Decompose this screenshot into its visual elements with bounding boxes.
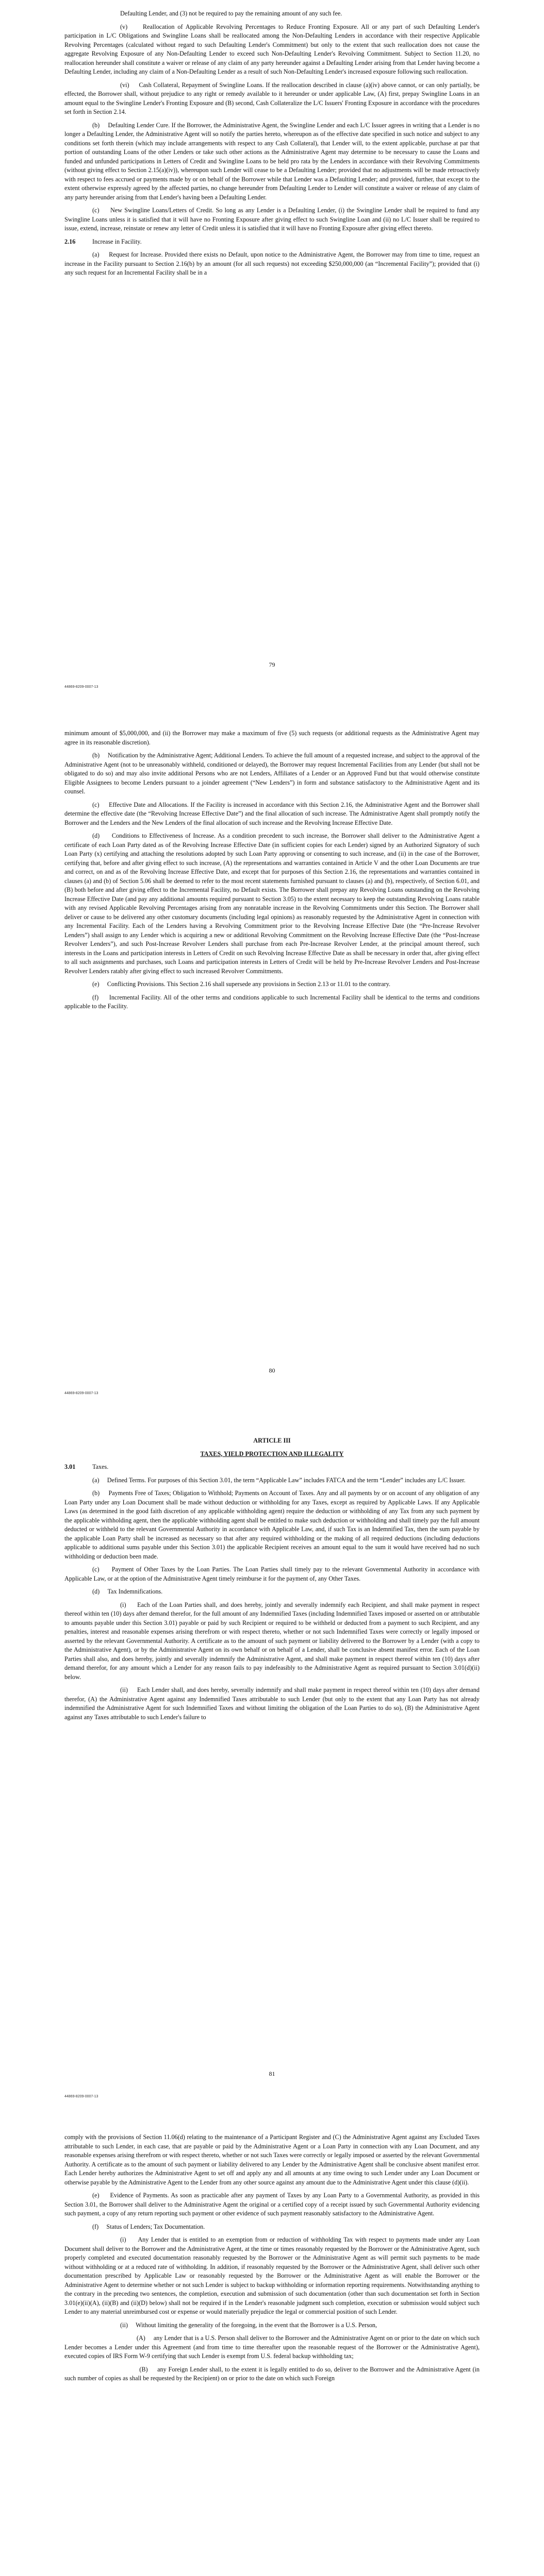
paragraph: (A) any Lender that is a U.S. Person shall deliver to the Borrower and the Administrative Agent on or prior to the date on which such Lender becomes a Lender under this Agreement (and from time to time thereafter upon the reasonable request of the Borrower or the Administrative Agent), executed copies of IRS Form W-9 certifying that such Lender is exempt from U.S. federal backup withholding tax; <box>64 2334 480 2360</box>
document-id: 44869-8209-0007-13 <box>64 2095 98 2098</box>
paragraph: (c) Effective Date and Allocations. If the Facility is increased in accordance with this Section 2.16, the Administrative Agent and the Borrower shall determine the effective date (the “Revolving Increase Effective Date”) and the final allocation of such increase. The Administrative Agent shall promptly notify the Borrower and the Lenders and the New Lenders of the final allocation of such increase and the Revolving Increase Effective Date. <box>64 801 480 826</box>
paragraph: (f) Incremental Facility. All of the other terms and conditions applicable to such Incremental Facility shall be identical to the terms and conditions applicable to the Facility. <box>64 993 480 1010</box>
page-81 <box>0 1406 544 2110</box>
paragraph: (vi) Cash Collateral, Repayment of Swingline Loans. If the reallocation described in clause (a)(iv) above cannot, or can only partially, be effected, the Borrower shall, without prejudice to any right or remedy available to it hereunder or under applicable Law, (A) first, prepay Swingline Loans in an amount equal to the Swingline Lender's Fronting Exposure and (B) second, Cash Collateralize the L/C Issuers' Fronting Exposure in accordance with the procedures set forth in Section 2.14. <box>64 81 480 115</box>
page-80 <box>0 703 544 1406</box>
section-heading <box>64 238 480 247</box>
document-id: 44869-8209-0007-13 <box>64 1392 98 1395</box>
page-82 <box>0 2110 544 2576</box>
paragraph: (v) Reallocation of Applicable Revolving Percentages to Reduce Fronting Exposure. All or any part of such Defaulting Lender's participation in L/C Obligations and Swingline Loans shall be reallocated among the Non-Defaulting Lenders in accordance with their respective Applicable Revolving Percentages (calculated without regard to such Defaulting Lender's Commitment) but only to the extent that such reallocation does not cause the aggregate Revolving Exposure of any Non-Defaulting Lender to exceed such Non-Defaulting Lender's Revolving Commitment. Subject to Section 11.20, no reallocation hereunder shall constitute a waiver or release of any claim of any party hereunder against a Defaulting Lender arising from that Lender having become a Defaulting Lender, including any claim of a Non-Defaulting Lender as a result of such Non-Defaulting Lender's increased exposure following such reallocation. <box>64 23 480 75</box>
section-title: Taxes. <box>92 1463 109 1470</box>
section-number: 3.01 <box>64 1463 76 1470</box>
page-number: 80 <box>269 1367 275 1374</box>
paragraph: (ii) Each Lender shall, and does hereby, severally indemnify and shall make payment in respect thereof within ten (10) days after demand therefor, (A) the Administrative Agent against any Indemnified Taxes attributable to such Lender (but only to the extent that any Loan Party has not already indemnified the Administrative Agent for such Indemnified Taxes and without limiting the obligation of the Loan Parties to do so), (B) the Administrative Agent against any Taxes attributable to such Lender's failure to <box>64 1686 480 1721</box>
page-body <box>64 2133 480 2387</box>
section-number: 2.16 <box>64 238 76 245</box>
paragraph: (d) Conditions to Effectiveness of Increase. As a condition precedent to such increase, the Borrower shall deliver to the Administrative Agent a certificate of each Loan Party dated as of the Revolving Increase Effective Date (in sufficient copies for each Lender) signed by an Authorized Signatory of such Loan Party (x) certifying and attaching the resolutions adopted by such Loan Party approving or consenting to such increase, and (ii) in the case of the Borrower, certifying that, before and after giving effect to such increase, (A) the representations and warranties contained in Article V and the other Loan Documents are true and correct, on and as of the Revolving Increase Effective Date, and except that for purposes of this Section 2.16, the representations and warranties contained in clauses (a) and (b) of Section 5.06 shall be deemed to refer to the most recent statements furnished pursuant to clauses (a) and (b), respectively, of Section 6.01, and (B) both before and after giving effect to the Incremental Facility, no Default exists. The Borrower shall prepay any Revolving Loans outstanding on the Revolving Increase Effective Date (and pay any additional amounts required pursuant to Section 3.05) to the extent necessary to keep the outstanding Revolving Loans ratable with any revised Applicable Revolving Percentages arising from any nonratable increase in the Revolving Commitments under this Section. The Borrower shall deliver or cause to be delivered any other customary documents (including legal opinions) as reasonably requested by the Administrative Agent in connection with any Incremental Facility. Each of the Lenders having a Revolving Commitment prior to the Revolving Increase Effective Date (the “Pre-Increase Revolver Lenders”) shall assign to any Lender which is acquiring a new or additional Revolving Commitment on the Revolving Increase Effective Date (the “Post-Increase Revolver Lenders”), and such Post-Increase Revolver Lenders shall purchase from each Pre-Increase Revolver Lender, at the principal amount thereof, such interests in the Loans and participation interests in Letters of Credit on such Revolving Increase Effective Date as shall be necessary in order that, after giving effect to all such assignments and purchases, such Loans and participation interests in Letters of Credit will be held by Pre-Increase Revolver Lenders and Post-Increase Revolver Lenders ratably after giving effect to such increased Revolver Commitments. <box>64 832 480 975</box>
paragraph: (c) New Swingline Loans/Letters of Credit. So long as any Lender is a Defaulting Lender, (i) the Swingline Lender shall be required to fund any Swingline Loans unless it is satisfied that it will have no Fronting Exposure after giving effect to such Swingline Loan and (ii) no L/C Issuer shall be required to issue, extend, increase, reinstate or renew any letter of Credit unless it is satisfied that it will have no Fronting Exposure after giving effect thereto. <box>64 207 480 232</box>
section-title: Increase in Facility. <box>92 238 142 245</box>
paragraph: (a) Defined Terms. For purposes of this Section 3.01, the term “Applicable Law” includes FATCA and the term “Lender” includes any L/C Issuer. <box>92 1476 466 1484</box>
paragraph: (d) Tax Indemnifications. <box>92 1588 163 1595</box>
paragraph: (e) Conflicting Provisions. This Section 2.16 shall supersede any provisions in Section 2.13 or 11.01 to the contrary. <box>92 980 391 988</box>
document-id: 44869-8209-0007-13 <box>64 685 98 689</box>
paragraph: (b) Notification by the Administrative Agent; Additional Lenders. To achieve the full amount of a requested increase, and subject to the approval of the Administrative Agent (not to be unreasonably withheld, conditioned or delayed), the Borrower may request Incremental Facilities from any Lender (but shall not be obligated to do so) and may also invite additional Persons who are not Lenders, Affiliates of a Lender or an Approved Fund but that would otherwise constitute Eligible Assignees to become Lenders pursuant to a joinder agreement (“New Lenders”) in form and substance satisfactory to the Administrative Agent and its counsel. <box>64 752 480 795</box>
paragraph: minimum amount of $5,000,000, and (ii) the Borrower may make a maximum of five (5) such requests (or additional requests as the Administrative Agent may agree in its reasonable discretion). <box>64 730 480 746</box>
paragraph: (c) Payment of Other Taxes by the Loan Parties. The Loan Parties shall timely pay to the relevant Governmental Authority in accordance with Applicable Law, or at the option of the Administrative Agent timely reimburse it for the payment of, any Other Taxes. <box>64 1566 480 1582</box>
article-title: TAXES, YIELD PROTECTION AND ILLEGALITY <box>200 1450 344 1458</box>
article-number: ARTICLE III <box>253 1437 291 1444</box>
page-body <box>64 729 480 1015</box>
paragraph: Defaulting Lender, and (3) not be required to pay the remaining amount of any such fee. <box>120 10 342 17</box>
paragraph: (a) Request for Increase. Provided there exists no Default, upon notice to the Administrative Agent, the Borrower may from time to time, request an increase in the Facility pursuant to Section 2.16(b) by an amount (for all such requests) not exceeding $250,000,000 (an “Incremental Facility”); provided that (i) any such request for an Incremental Facility shall be in a <box>64 251 480 276</box>
paragraph: (i) Each of the Loan Parties shall, and does hereby, jointly and severally indemnify each Recipient, and shall make payment in respect thereof within ten (10) days after demand therefor, for the full amount of any Indemnified Taxes (including Indemnified Taxes imposed or asserted on or attributable to amounts payable under this Section 3.01) payable or paid by such Recipient or required to be withheld or deducted from a payment to such Recipient, and any penalties, interest and reasonable expenses arising therefrom or with respect thereto, whether or not such Indemnified Taxes were correctly or legally imposed or asserted by the relevant Governmental Authority. A certificate as to the amount of such payment or liability delivered to the Borrower by a Lender (with a copy to the Administrative Agent), or by the Administrative Agent on its own behalf or on behalf of a Lender, shall be conclusive absent manifest error. Each of the Loan Parties shall also, and does hereby, jointly and severally indemnify the Administrative Agent, and shall make payment in respect thereof within ten (10) days after demand therefor, for any amount which a Lender for any reason fails to pay indefeasibly to the Administrative Agent as required pursuant to Section 3.01(d)(ii) below. <box>64 1601 480 1681</box>
page-body <box>64 1436 480 1726</box>
paragraph: (ii) Without limiting the generality of the foregoing, in the event that the Borrower is a U.S. Person, <box>120 2321 377 2329</box>
paragraph: (f) Status of Lenders; Tax Documentation. <box>92 2223 205 2230</box>
page-body <box>64 9 480 282</box>
paragraph: (b) Defaulting Lender Cure. If the Borrower, the Administrative Agent, the Swingline Lender and each L/C Issuer agrees in writing that a Lender is no longer a Defaulting Lender, the Administrative Agent will so notify the parties hereto, whereupon as of the effective date specified in such notice and subject to any conditions set forth therein (which may include arrangements with respect to any Cash Collateral), that Lender will, to the extent applicable, purchase at par that portion of outstanding Loans of the other Lenders or take such other actions as the Administrative Agent may determine to be necessary to cause the Loans and funded and unfunded participations in Letters of Credit and Swingline Loans to be held pro rata by the Lenders in accordance with their Revolving Commitments (without giving effect to Section 2.15(a)(iv)), whereupon such Lender will cease to be a Defaulting Lender; provided that no adjustments will be made retroactively with respect to fees accrued or payments made by or on behalf of the Borrower while that Lender was a Defaulting Lender; and provided, further, that except to the extent otherwise expressly agreed by the affected parties, no change hereunder from Defaulting Lender to Lender will constitute a waiver or release of any claim of any party hereunder arising from that Lender's having been a Defaulting Lender. <box>64 121 480 201</box>
page-79 <box>0 0 544 703</box>
section-heading <box>64 1463 480 1472</box>
paragraph: (b) Payments Free of Taxes; Obligation to Withhold; Payments on Account of Taxes. Any and all payments by or on account of any obligation of any Loan Party under any Loan Document shall be made without deduction or withholding for any Taxes, except as required by Applicable Laws. If any Applicable Laws (as determined in the good faith discretion of any applicable withholding agent) require the deduction or withholding of any Tax from any such payment by the applicable withholding agent, then the applicable withholding agent shall be entitled to make such deduction or withholding and shall timely pay the full amount deducted or withheld to the relevant Governmental Authority in accordance with Applicable Law, and, if such Tax is an Indemnified Tax, then the sum payable by the applicable Loan Party shall be increased as necessary so that after any required withholding or the making of all required deductions (including deductions applicable to additional sums payable under this Section 3.01) the applicable Recipient receives an amount equal to the sum it would have received had no such withholding or deduction been made. <box>64 1489 480 1560</box>
paragraph: comply with the provisions of Section 11.06(d) relating to the maintenance of a Participant Register and (C) the Administrative Agent against any Excluded Taxes attributable to such Lender, in each case, that are payable or paid by the Administrative Agent or a Loan Party in connection with any Loan Document, and any reasonable expenses arising therefrom or with respect thereto, whether or not such Taxes were correctly or legally imposed or asserted by the relevant Governmental Authority. A certificate as to the amount of such payment or liability delivered to any Lender by the Administrative Agent shall be conclusive absent manifest error. Each Lender hereby authorizes the Administrative Agent to set off and apply any and all amounts at any time owing to such Lender under any Loan Document or otherwise payable by the Administrative Agent to the Lender from any other source against any amount due to the Administrative Agent under this clause (d)(ii). <box>64 2133 480 2186</box>
page-number: 81 <box>269 2070 275 2077</box>
paragraph: (i) Any Lender that is entitled to an exemption from or reduction of withholding Tax with respect to payments made under any Loan Document shall deliver to the Borrower and the Administrative Agent, at the time or times reasonably requested by the Borrower or the Administrative Agent, such properly completed and executed documentation reasonably requested by the Borrower or the Administrative Agent as will permit such payments to be made without withholding or at a reduced rate of withholding. In addition, if reasonably requested by the Borrower or the Administrative Agent, shall deliver such other documentation prescribed by Applicable Law or reasonably requested by the Borrower or the Administrative Agent as will enable the Borrower or the Administrative Agent to determine whether or not such Lender is subject to backup withholding or information reporting requirements. Notwithstanding anything to the contrary in the preceding two sentences, the completion, execution and submission of such documentation (other than such documentation set forth in Section 3.01(e)(ii)(A), (ii)(B) and (ii)(D) below) shall not be required if in the Lender's reasonable judgment such completion, execution or submission would subject such Lender to any material unreimbursed cost or expense or would materially prejudice the legal or commercial position of such Lender. <box>64 2236 480 2315</box>
page-number: 79 <box>269 661 275 668</box>
paragraph: (B) any Foreign Lender shall, to the extent it is legally entitled to do so, deliver to the Borrower and the Administrative Agent (in such number of copies as shall be requested by the Recipient) on or prior to the date on which such Foreign <box>64 2365 480 2382</box>
paragraph: (e) Evidence of Payments. As soon as practicable after any payment of Taxes by any Loan Party to a Governmental Authority, as provided in this Section 3.01, the Borrower shall deliver to the Administrative Agent the original or a certified copy of a receipt issued by such Governmental Authority evidencing such payment, a copy of any return reporting such payment or other evidence of such payment reasonably satisfactory to the Administrative Agent. <box>64 2192 480 2217</box>
